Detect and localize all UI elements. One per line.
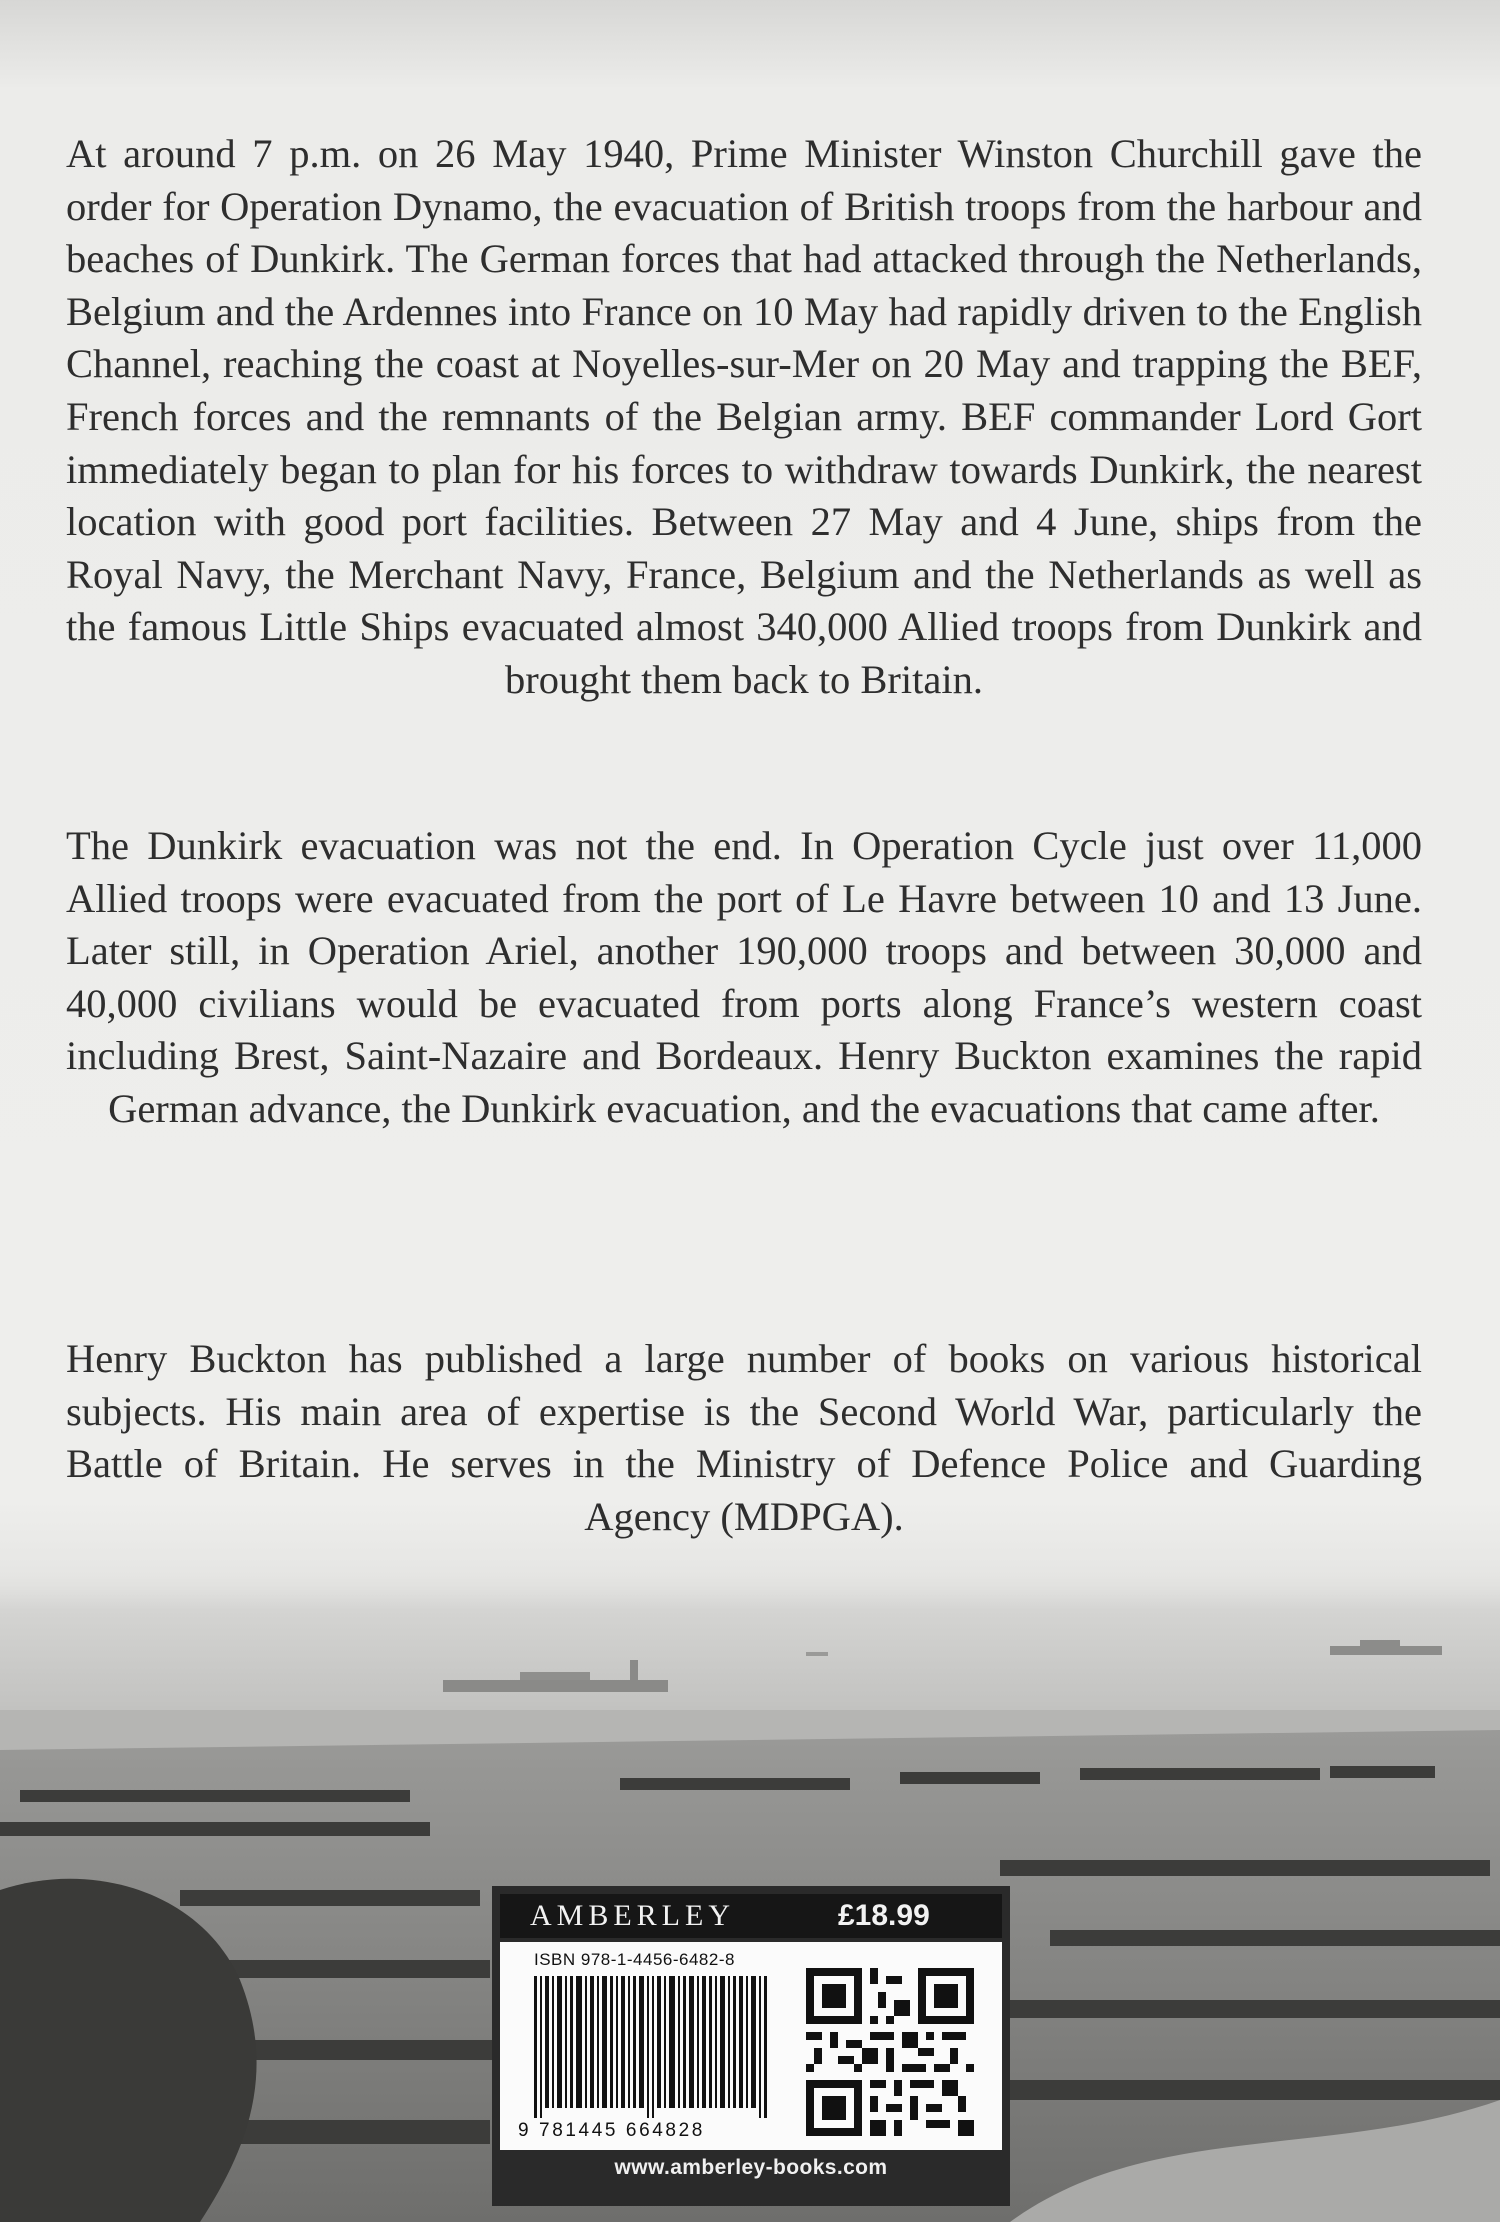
price-barcode-box [492,1886,1010,2206]
author-bio: Henry Buckton has published a large number of books on various historical subjects. His main area of expertise is the Second World War, particularly the Battle of Britain. He serves in the Ministry of Defence Police and Guarding Agency (MDPGA). [66,1336,1422,1539]
barcode-icon [534,1976,774,2118]
price-header [500,1894,1002,1938]
price: £18.99 [838,1899,930,1932]
qr-code-icon [806,1968,974,2136]
blurb-paragraph-1: At around 7 p.m. on 26 May 1940, Prime Minister Winston Churchill gave the order for Operation Dynamo, the evacuation of British troops from the harbour and beaches of Dunkirk. The German forces that had attacked through the Netherlands, Belgium and the Ardennes into France on 10 May had rapidly driven to the English Channel, reaching the coast at Noyelles-sur-Mer on 20 May and trapping the BEF, French forces and the remnants of the Belgian army. BEF commander Lord Gort immediately began to plan for his forces to withdraw towards Dunkirk, the nearest location with good port facilities. Between 27 May and 4 June, ships from the Royal Navy, the Merchant Navy, France, Belgium and the Netherlands as well as the famous Little Ships evacuated almost 340,000 Allied troops from Dunkirk and brought them back to Britain. [66,131,1422,702]
barcode-digits: 9 781445 664828 [518,2120,705,2141]
isbn-label: ISBN 978-1-4456-6482-8 [534,1950,735,1969]
publisher-website: www.amberley-books.com [614,2156,888,2179]
publisher-name: AMBERLEY [530,1899,735,1932]
blurb-paragraph-2: The Dunkirk evacuation was not the end. In Operation Cycle just over 11,000 Allied troops were evacuated from the port of Le Havre between 10 and 13 June. Later still, in Operation Ariel, another 190,000 troops and between 30,000 and 40,000 civilians would be evacuated from ports along France’s western coast including Brest, Saint-Nazaire and Bordeaux. Henry Buckton examines the rapid German advance, the Dunkirk evacuation, and the evacuations that came after. [66,823,1422,1131]
barcode-panel [500,1942,1002,2150]
